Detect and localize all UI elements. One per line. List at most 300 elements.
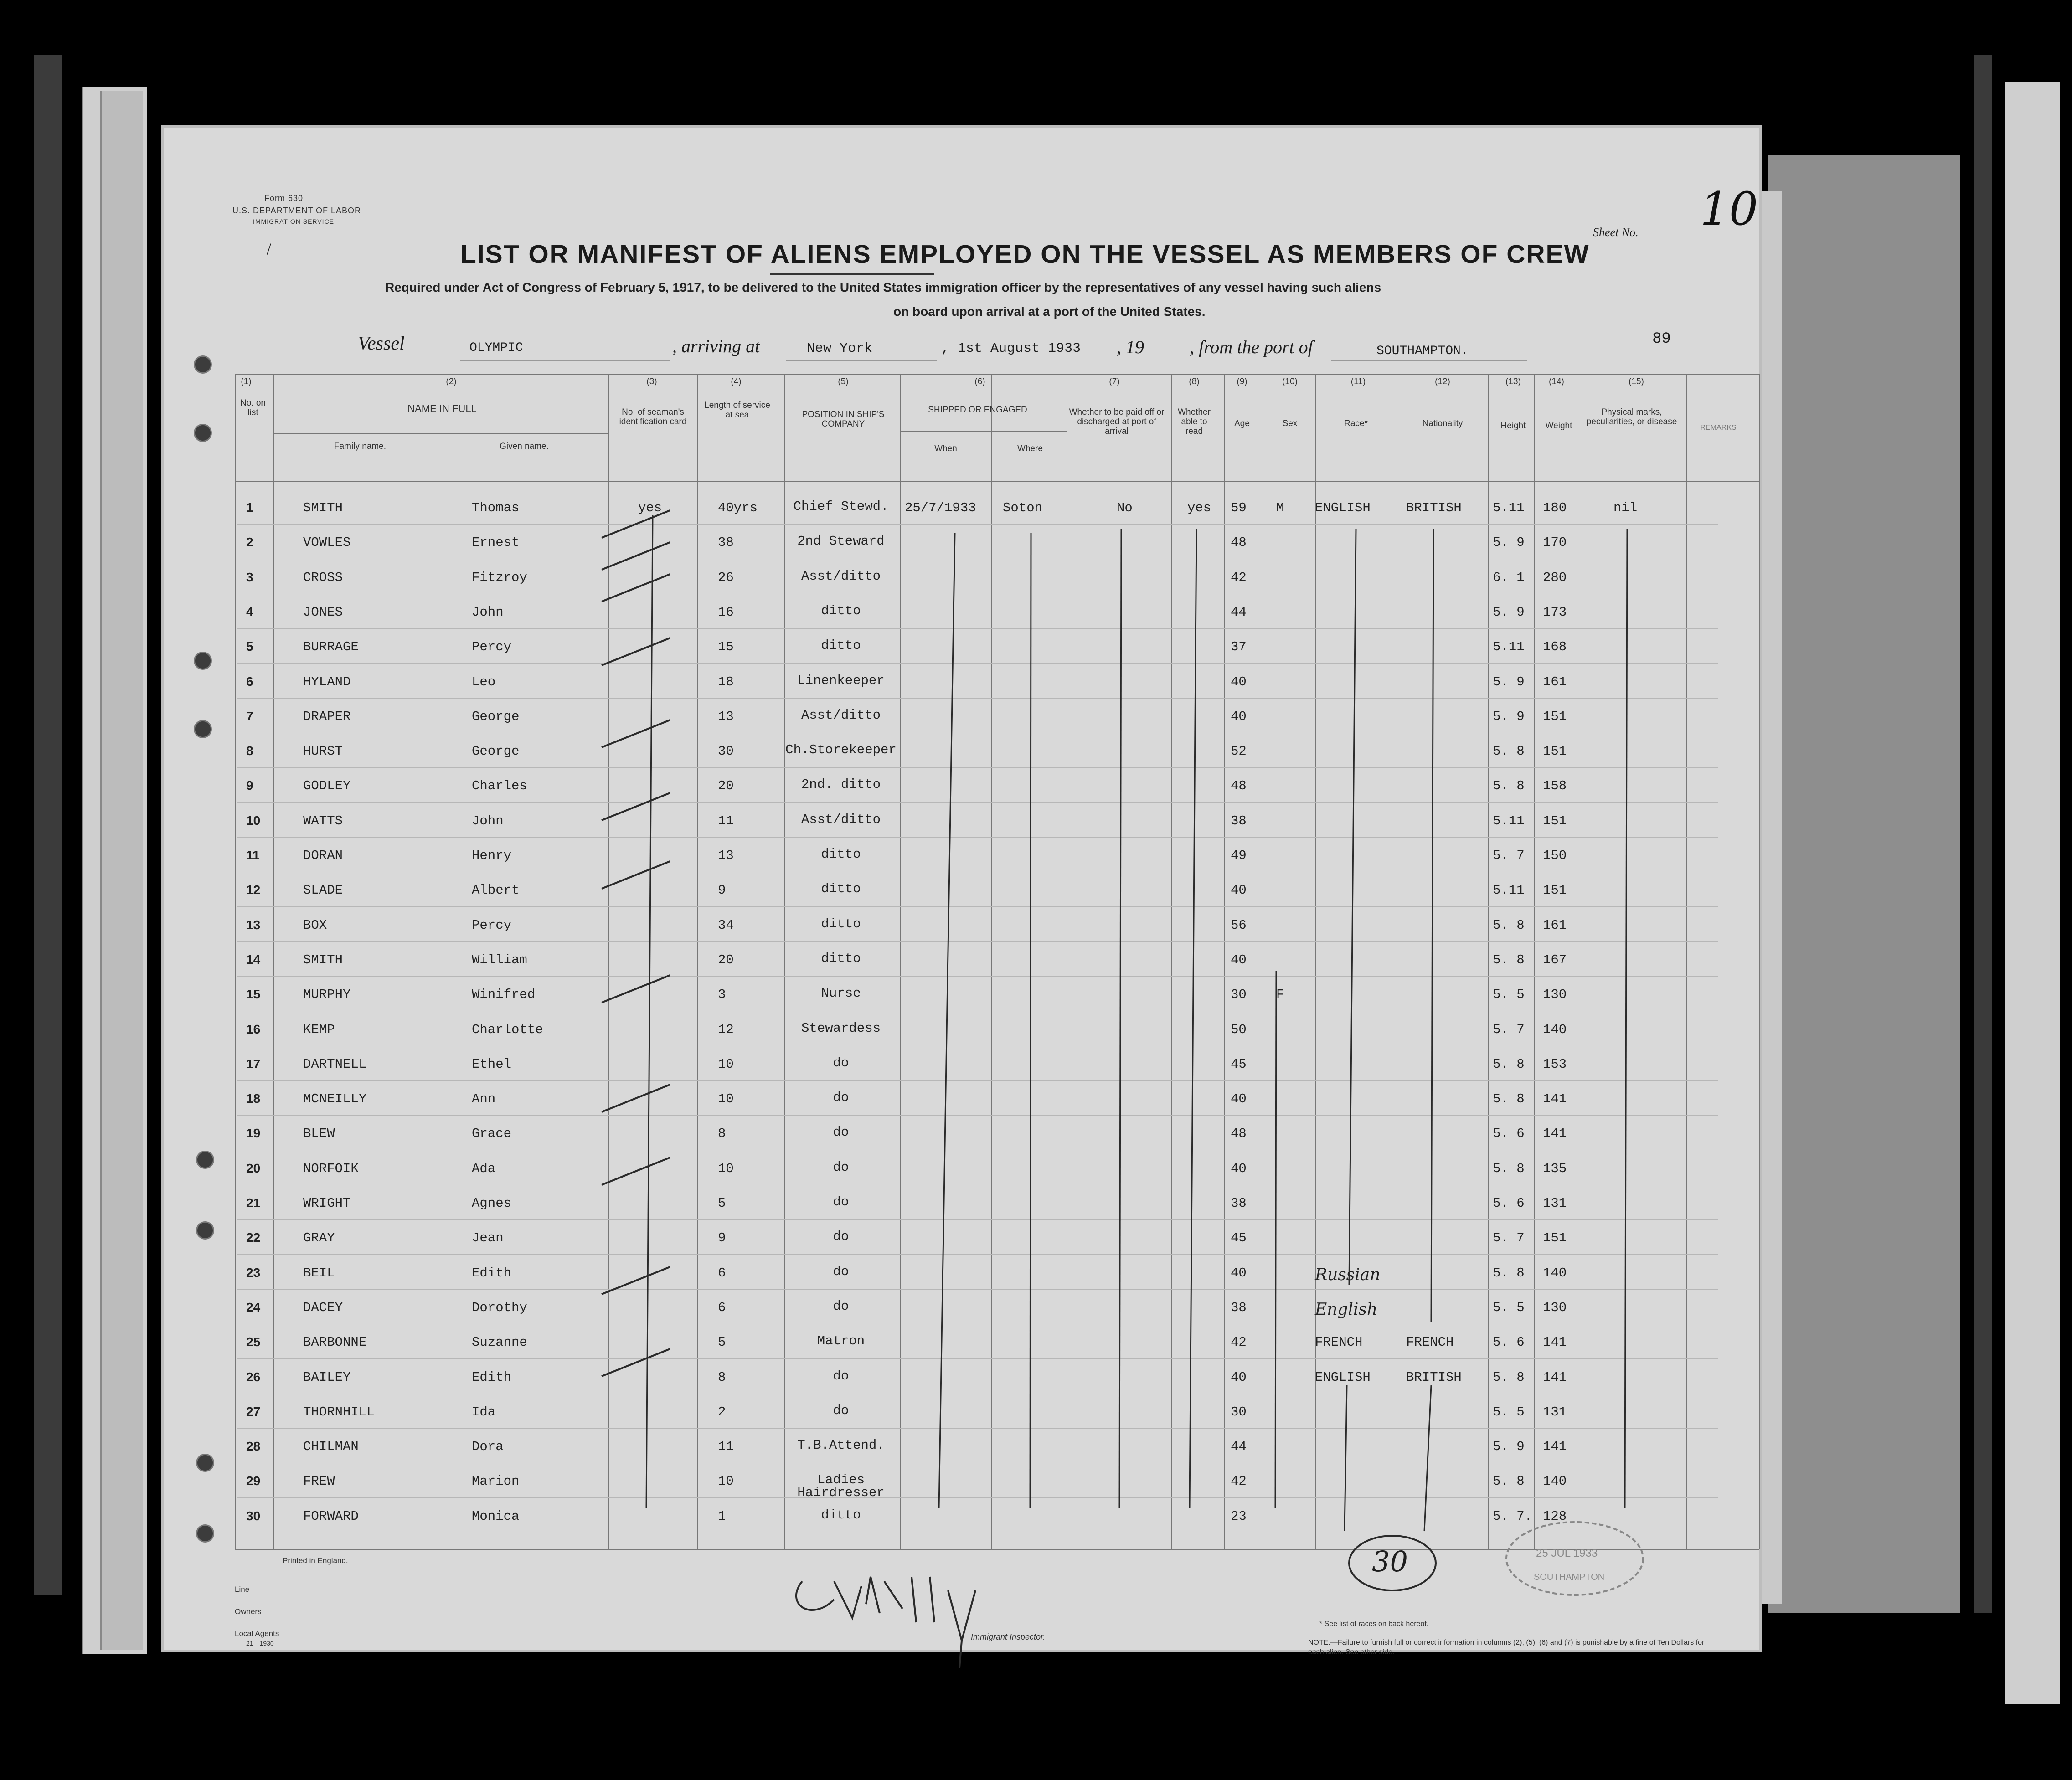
diagonal-tick: [602, 638, 670, 665]
crew-row-number: 21: [246, 1196, 261, 1210]
crew-weight: 141: [1543, 1369, 1567, 1385]
crew-height: 5.11: [1493, 883, 1525, 898]
crew-height: 5. 8: [1493, 1161, 1525, 1176]
crew-length-of-service: 9: [718, 1230, 726, 1246]
crew-nationality: BRITISH: [1406, 500, 1462, 515]
crew-weight: 168: [1543, 639, 1567, 655]
crew-age: 38: [1231, 1196, 1247, 1211]
crew-length-of-service: 9: [718, 883, 726, 898]
crew-length-of-service: 26: [718, 570, 734, 585]
crew-position: do: [833, 1125, 849, 1140]
crew-weight: 141: [1543, 1439, 1567, 1455]
circled-total-text: 30: [1372, 1545, 1408, 1578]
form-number: Form 630: [264, 194, 304, 203]
crew-race: ENGLISH: [1315, 500, 1371, 515]
diagonal-tick: [602, 1085, 670, 1112]
crew-height: 5. 8: [1493, 1056, 1525, 1072]
ditto-line-paid: [1119, 529, 1121, 1508]
crew-able-to-read: yes: [1187, 500, 1211, 515]
crew-position: Chief Stewd.: [793, 499, 889, 514]
crew-position: 2nd Steward: [797, 534, 885, 549]
crew-age: 42: [1231, 1474, 1247, 1489]
crew-row-number: 19: [246, 1126, 261, 1141]
crew-weight: 173: [1543, 604, 1567, 620]
crew-family-name: FREW: [303, 1474, 335, 1489]
crew-age: 38: [1231, 1300, 1247, 1315]
crew-weight: 167: [1543, 952, 1567, 967]
crew-family-name: JONES: [303, 604, 343, 620]
crew-height: 5. 8: [1493, 1369, 1525, 1385]
vessel-label: Vessel: [358, 333, 405, 354]
crew-row-number: 24: [246, 1300, 261, 1314]
inspector-signature: [796, 1577, 975, 1668]
colnum-13: (13): [1505, 377, 1521, 386]
service: IMMIGRATION SERVICE: [253, 218, 334, 225]
crew-length-of-service: 5: [718, 1196, 726, 1211]
printed-in: Printed in England.: [283, 1556, 348, 1565]
crew-family-name: FORWARD: [303, 1508, 359, 1524]
crew-weight: 151: [1543, 709, 1567, 724]
col-able-to-read: Whether able to read: [1178, 407, 1211, 436]
crew-row-number: 28: [246, 1439, 261, 1454]
crew-age: 48: [1231, 778, 1247, 794]
crew-position: ditto: [821, 1507, 861, 1523]
crew-row-number: 29: [246, 1474, 261, 1488]
crew-paid-off: No: [1117, 500, 1133, 515]
crew-length-of-service: 38: [718, 535, 734, 550]
crew-length-of-service: 20: [718, 952, 734, 967]
crew-physical-marks: nil: [1613, 500, 1638, 515]
crew-height: 5. 8: [1493, 1474, 1525, 1489]
ditto-line-when: [939, 533, 955, 1508]
crew-given-name: Ethel: [472, 1056, 512, 1072]
crew-family-name: BURRAGE: [303, 639, 359, 655]
crew-weight: 140: [1543, 1474, 1567, 1489]
crew-position: Asst/ditto: [801, 568, 881, 584]
crew-age: 40: [1231, 1265, 1247, 1281]
crew-height: 5. 6: [1493, 1335, 1525, 1350]
crew-family-name: HYLAND: [303, 674, 351, 689]
line-label: Line: [235, 1585, 250, 1594]
crew-height: 5.11: [1493, 500, 1525, 515]
diagonal-tick: [602, 720, 670, 747]
ditto-line-card: [646, 515, 653, 1508]
crew-row-number: 7: [246, 709, 253, 723]
arrival-date: , 1st August 1933: [941, 341, 1081, 356]
crew-age: 50: [1231, 1022, 1247, 1037]
crew-row-number: 10: [246, 813, 261, 828]
crew-height: 5. 7: [1493, 1022, 1525, 1037]
crew-length-of-service: 13: [718, 848, 734, 863]
crew-position: Asst/ditto: [801, 707, 881, 723]
crew-weight: 130: [1543, 987, 1567, 1003]
crew-age: 38: [1231, 813, 1247, 828]
crew-given-name: Jean: [472, 1230, 504, 1246]
crew-age: 56: [1231, 917, 1247, 933]
crew-given-name: Marion: [472, 1474, 520, 1489]
crew-position: Stewardess: [801, 1020, 881, 1036]
crew-weight: 151: [1543, 1230, 1567, 1246]
col-paid-off: Whether to be paid off or discharged at port of arrival: [1069, 407, 1165, 436]
inspector-label: Immigrant Inspector.: [971, 1632, 1046, 1641]
crew-family-name: BOX: [303, 917, 327, 933]
crew-age: 49: [1231, 848, 1247, 863]
crew-given-name: Fitzroy: [472, 570, 527, 585]
crew-family-name: WRIGHT: [303, 1196, 351, 1211]
agents-label: Local Agents: [235, 1629, 279, 1638]
crew-position: Ch.Storekeeper: [785, 742, 897, 758]
crew-family-name: VOWLES: [303, 535, 351, 550]
crew-family-name: SLADE: [303, 883, 343, 898]
crew-length-of-service: 1: [718, 1508, 726, 1524]
crew-weight: 131: [1543, 1404, 1567, 1420]
crew-family-name: DARTNELL: [303, 1056, 367, 1072]
colnum-9: (9): [1237, 377, 1247, 386]
crew-family-name: GRAY: [303, 1230, 335, 1246]
crew-given-name: Percy: [472, 917, 512, 933]
crew-row-number: 6: [246, 674, 253, 689]
crew-position: do: [833, 1090, 849, 1106]
crew-height: 5.11: [1493, 639, 1525, 655]
crew-weight: 151: [1543, 744, 1567, 759]
crew-row-number: 25: [246, 1335, 261, 1349]
crew-given-name: Charlotte: [472, 1022, 543, 1037]
crew-given-name: William: [472, 952, 527, 967]
crew-family-name: CROSS: [303, 570, 343, 585]
crew-age: 45: [1231, 1230, 1247, 1246]
crew-given-name: Thomas: [472, 500, 520, 515]
crew-id-card: yes: [638, 500, 662, 515]
from-label: , from the port of: [1190, 337, 1313, 357]
colnum-2: (2): [446, 377, 457, 386]
crew-height: 5. 9: [1493, 1439, 1525, 1455]
crew-row-number: 20: [246, 1161, 261, 1175]
crew-weight: 141: [1543, 1091, 1567, 1107]
crew-given-name: John: [472, 604, 504, 620]
crew-row-number: 13: [246, 917, 261, 932]
agents-code: 21—1930: [246, 1640, 274, 1647]
diagonal-tick: [602, 1349, 670, 1376]
crew-age: 44: [1231, 604, 1247, 620]
crew-length-of-service: 34: [718, 917, 734, 933]
ditto-line-race-2: [1345, 1385, 1347, 1531]
crew-age: 42: [1231, 1335, 1247, 1350]
crew-weight: 151: [1543, 883, 1567, 898]
crew-nationality: BRITISH: [1406, 1369, 1462, 1385]
crew-nationality: FRENCH: [1406, 1335, 1454, 1350]
race-note: * See list of races on back hereof.: [1319, 1620, 1429, 1628]
crew-height: 5. 8: [1493, 744, 1525, 759]
colnum-4: (4): [731, 377, 742, 386]
crew-family-name: SMITH: [303, 952, 343, 967]
crew-row-number: 5: [246, 639, 253, 654]
col-id-card: No. of seaman's identification card: [619, 407, 687, 427]
crew-length-of-service: 10: [718, 1474, 734, 1489]
crew-age: 45: [1231, 1056, 1247, 1072]
crew-height: 5. 8: [1493, 1265, 1525, 1281]
crew-row-number: 9: [246, 778, 253, 793]
crew-height: 5. 5: [1493, 987, 1525, 1003]
crew-age: 42: [1231, 570, 1247, 585]
crew-family-name: BARBONNE: [303, 1335, 367, 1350]
crew-given-name: Charles: [472, 778, 527, 794]
crew-weight: 153: [1543, 1056, 1567, 1072]
col-family-name: Family name.: [334, 442, 387, 451]
colnum-1: (1): [241, 377, 252, 386]
crew-length-of-service: 5: [718, 1335, 726, 1350]
crew-given-name: Edith: [472, 1369, 512, 1385]
crew-weight: 140: [1543, 1022, 1567, 1037]
crew-position: ditto: [821, 916, 861, 931]
diagonal-tick: [602, 574, 670, 602]
col-nationality: Nationality: [1422, 419, 1463, 428]
col-when: When: [934, 444, 957, 453]
crew-position: do: [833, 1368, 849, 1384]
crew-weight: 150: [1543, 848, 1567, 863]
crew-row-number: 16: [246, 1022, 261, 1036]
crew-age: 48: [1231, 1126, 1247, 1142]
signature-text: [830, 1581, 831, 1582]
crew-age: 40: [1231, 674, 1247, 689]
crew-position: do: [833, 1298, 849, 1314]
crew-length-of-service: 15: [718, 639, 734, 655]
crew-family-name: BAILEY: [303, 1369, 351, 1385]
col-shipped: SHIPPED OR ENGAGED: [928, 405, 1027, 415]
crew-row-number: 14: [246, 952, 261, 967]
ditto-line-nationality-1: [1431, 529, 1433, 1322]
col-weight: Weight: [1545, 421, 1572, 431]
crew-height: 5. 9: [1493, 535, 1525, 550]
crew-length-of-service: 16: [718, 604, 734, 620]
crew-row-number: 8: [246, 744, 253, 758]
department: U.S. DEPARTMENT OF LABOR: [232, 206, 361, 215]
col-sex: Sex: [1282, 419, 1298, 428]
page-number: 89: [1652, 330, 1671, 348]
crew-family-name: HURST: [303, 744, 343, 759]
crew-given-name: Henry: [472, 848, 512, 863]
col-length-service: Length of service at sea: [704, 401, 770, 420]
crew-height: 5. 8: [1493, 1091, 1525, 1107]
crew-position: do: [833, 1229, 849, 1245]
crew-row-number: 11: [246, 848, 260, 862]
crew-row-number: 26: [246, 1369, 261, 1384]
crew-family-name: KEMP: [303, 1022, 335, 1037]
col-remarks: REMARKS: [1700, 424, 1737, 432]
crew-position: 2nd. ditto: [801, 777, 881, 792]
crew-row-number: 30: [246, 1508, 261, 1523]
colnum-12: (12): [1435, 377, 1450, 386]
required-line-2: on board upon arrival at a port of the United States.: [893, 304, 1206, 319]
crew-age: 52: [1231, 744, 1247, 759]
crew-length-of-service: 30: [718, 744, 734, 759]
crew-age: 40: [1231, 1091, 1247, 1107]
crew-age: 59: [1231, 500, 1247, 515]
crew-age: 44: [1231, 1439, 1247, 1455]
diagonal-tick: [602, 861, 670, 889]
crew-length-of-service: 8: [718, 1369, 726, 1385]
crew-row-number: 12: [246, 883, 261, 897]
crew-given-name: Albert: [472, 883, 520, 898]
crew-position: ditto: [821, 638, 861, 653]
crew-family-name: DACEY: [303, 1300, 343, 1315]
crew-given-name: Dorothy: [472, 1300, 527, 1315]
crew-sex: M: [1276, 500, 1284, 515]
crew-height: 5. 6: [1493, 1126, 1525, 1142]
crew-row-number: 22: [246, 1230, 261, 1245]
crew-family-name: BLEW: [303, 1126, 335, 1142]
crew-row-number: 1: [246, 500, 253, 514]
crew-given-name: Edith: [472, 1265, 512, 1281]
colnum-8: (8): [1189, 377, 1200, 386]
crew-weight: 131: [1543, 1196, 1567, 1211]
crew-family-name: WATTS: [303, 813, 343, 828]
crew-position: Asst/ditto: [801, 812, 881, 827]
crew-weight: 135: [1543, 1161, 1567, 1176]
crew-height: 5.11: [1493, 813, 1525, 828]
crew-height: 5. 9: [1493, 709, 1525, 724]
colnum-7: (7): [1109, 377, 1120, 386]
crew-age: 23: [1231, 1508, 1247, 1524]
crew-age: 40: [1231, 709, 1247, 724]
crew-family-name: GODLEY: [303, 778, 351, 794]
col-physical-marks: Physical marks, peculiarities, or disease: [1586, 407, 1677, 427]
crew-given-name: Leo: [472, 674, 496, 689]
crew-given-name: John: [472, 813, 504, 828]
corner-mark: /: [267, 240, 272, 258]
crew-weight: 141: [1543, 1126, 1567, 1142]
crew-height: 5. 7: [1493, 1230, 1525, 1246]
stamp-date: 25 JUL 1933: [1536, 1547, 1598, 1559]
crew-given-name: Winifred: [472, 987, 536, 1003]
crew-shipped-when: 25/7/1933: [905, 500, 976, 515]
crew-weight: 161: [1543, 674, 1567, 689]
diagonal-tick: [602, 1158, 670, 1185]
crew-given-name: Monica: [472, 1508, 520, 1524]
crew-height: 5. 7: [1493, 848, 1525, 863]
crew-age: 30: [1231, 1404, 1247, 1420]
required-line-1: Required under Act of Congress of February 5, 1917, to be delivered to the United States immigration officer by the representatives of any vessel having such aliens: [385, 280, 1381, 294]
crew-position: do: [833, 1159, 849, 1175]
colnum-11: (11): [1350, 377, 1366, 386]
ditto-line-where: [1030, 533, 1031, 1508]
crew-race: ENGLISH: [1315, 1369, 1371, 1385]
arriving-label: , arriving at: [672, 336, 760, 356]
diagonal-tick: [602, 542, 670, 570]
stamp-place: SOUTHAMPTON: [1534, 1572, 1605, 1582]
diagonal-tick: [602, 510, 670, 538]
crew-weight: 170: [1543, 535, 1567, 550]
crew-shipped-where: Soton: [1003, 500, 1043, 515]
col-where: Where: [1017, 444, 1043, 453]
crew-length-of-service: 11: [718, 1439, 734, 1455]
crew-race: FRENCH: [1315, 1335, 1363, 1350]
crew-row-number: 17: [246, 1056, 261, 1071]
ditto-line-read: [1190, 529, 1196, 1508]
crew-age: 40: [1231, 1369, 1247, 1385]
crew-length-of-service: 8: [718, 1126, 726, 1142]
crew-height: 5. 8: [1493, 952, 1525, 967]
crew-family-name: THORNHILL: [303, 1404, 375, 1420]
ditto-line-nationality-2: [1424, 1385, 1431, 1531]
crew-length-of-service: 10: [718, 1161, 734, 1176]
colnum-3: (3): [646, 377, 657, 386]
crew-position: Nurse: [821, 986, 861, 1001]
crew-age: 37: [1231, 639, 1247, 655]
colnum-14: (14): [1549, 377, 1564, 386]
crew-given-name: Ida: [472, 1404, 496, 1420]
page-title: LIST OR MANIFEST OF ALIENS EMPLOYED ON THE VESSEL AS MEMBERS OF CREW: [460, 240, 1590, 269]
crew-row-number: 4: [246, 604, 253, 619]
crew-given-name: Ernest: [472, 535, 520, 550]
crew-height: 5. 8: [1493, 917, 1525, 933]
crew-position: ditto: [821, 881, 861, 897]
crew-given-name: Suzanne: [472, 1335, 527, 1350]
crew-length-of-service: 3: [718, 987, 726, 1003]
crew-row-number: 15: [246, 987, 261, 1002]
crew-weight: 141: [1543, 1335, 1567, 1350]
crew-length-of-service: 6: [718, 1300, 726, 1315]
crew-length-of-service: 10: [718, 1091, 734, 1107]
ditto-line-race-1: [1349, 529, 1356, 1285]
crew-given-name: Ada: [472, 1161, 496, 1176]
crew-weight: 128: [1543, 1508, 1567, 1524]
crew-weight: 151: [1543, 813, 1567, 828]
crew-height: 5. 9: [1493, 604, 1525, 620]
colnum-10: (10): [1282, 377, 1298, 386]
crew-race: Russian: [1315, 1265, 1381, 1284]
crew-family-name: CHILMAN: [303, 1439, 359, 1455]
crew-position: ditto: [821, 603, 861, 618]
crew-row-number: 23: [246, 1265, 261, 1280]
crew-family-name: BEIL: [303, 1265, 335, 1281]
diagonal-tick: [602, 975, 670, 1003]
arriving-port: New York: [807, 341, 873, 356]
crew-position: do: [833, 1403, 849, 1418]
crew-family-name: MURPHY: [303, 987, 351, 1003]
ditto-line-marks: [1625, 529, 1627, 1508]
sheet-label: Sheet No.: [1593, 226, 1639, 239]
crew-family-name: DRAPER: [303, 709, 351, 724]
owners-label: Owners: [235, 1607, 262, 1616]
crew-position: T.B.Attend.: [797, 1438, 885, 1453]
crew-length-of-service: 13: [718, 709, 734, 724]
col-name-in-full: NAME IN FULL: [407, 403, 477, 414]
departure-port: SOUTHAMPTON.: [1376, 344, 1469, 358]
crew-position: ditto: [821, 847, 861, 862]
col-race: Race*: [1344, 419, 1368, 428]
crew-position: Matron: [817, 1333, 865, 1349]
crew-length-of-service: 20: [718, 778, 734, 794]
crew-age: 40: [1231, 883, 1247, 898]
crew-given-name: Agnes: [472, 1196, 512, 1211]
crew-length-of-service: 6: [718, 1265, 726, 1281]
crew-given-name: George: [472, 744, 520, 759]
crew-position: do: [833, 1055, 849, 1070]
crew-given-name: Grace: [472, 1126, 512, 1142]
crew-family-name: NORFOIK: [303, 1161, 359, 1176]
crew-length-of-service: 11: [718, 813, 734, 828]
crew-length-of-service: 2: [718, 1404, 726, 1420]
crew-height: 5. 8: [1493, 778, 1525, 794]
crew-given-name: Ann: [472, 1091, 496, 1107]
crew-age: 30: [1231, 987, 1247, 1003]
crew-length-of-service: 18: [718, 674, 734, 689]
col-position: POSITION IN SHIP'S COMPANY: [802, 410, 885, 429]
vessel-name: OLYMPIC: [469, 341, 523, 355]
crew-height: 5. 6: [1493, 1196, 1525, 1211]
diagonal-tick: [602, 793, 670, 820]
crew-length-of-service: 12: [718, 1022, 734, 1037]
